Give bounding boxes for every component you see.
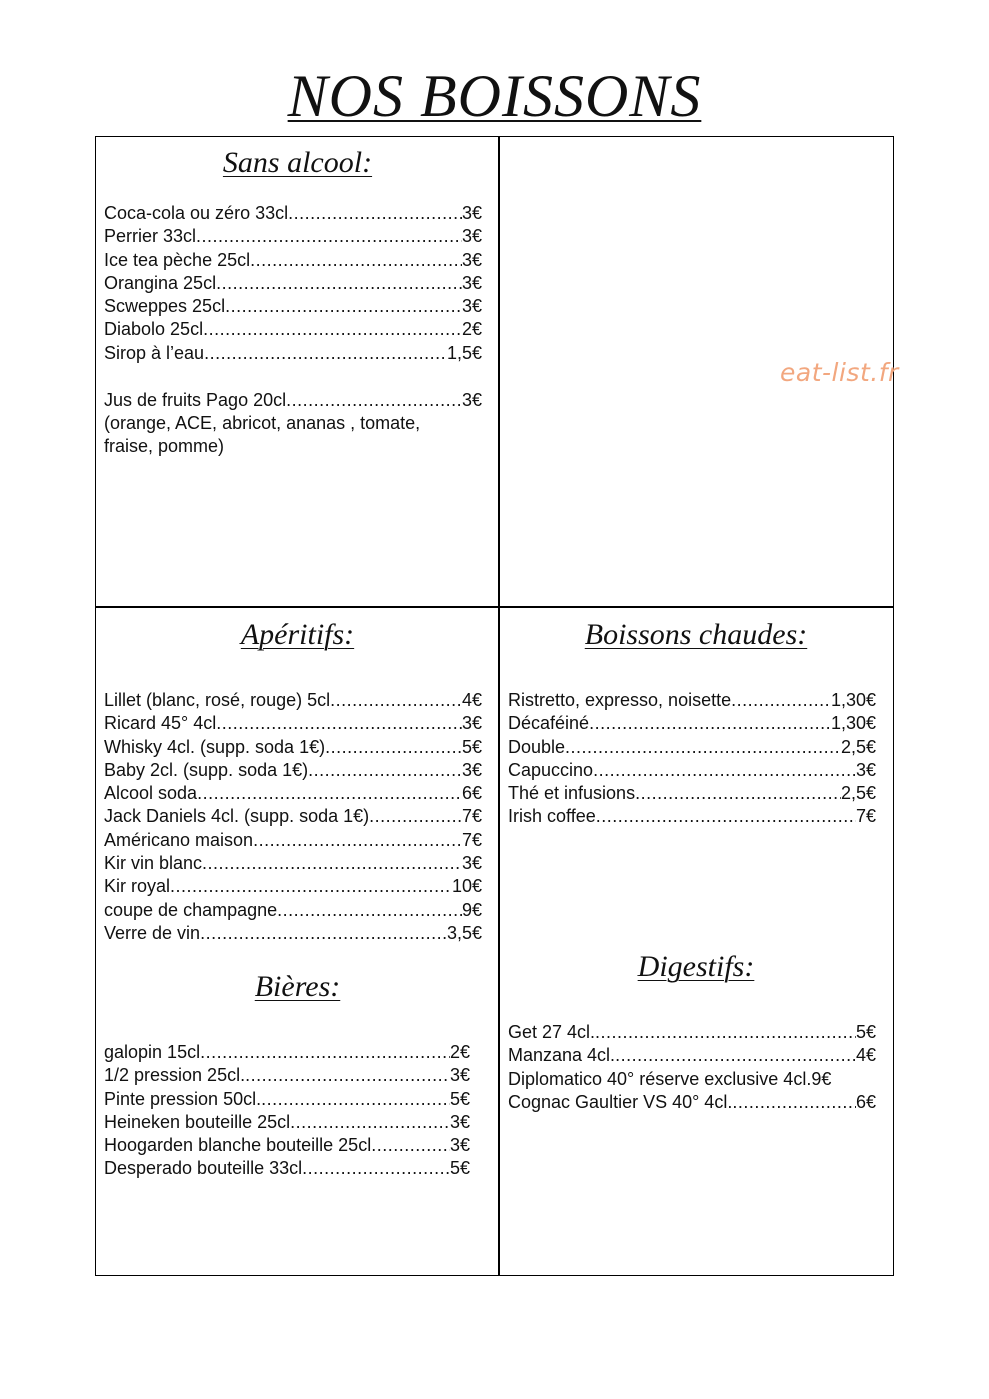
item-price: 5€ — [461, 736, 482, 757]
watermark-text: eat-list.fr — [780, 358, 899, 387]
list-sans-alcool-jus — [104, 389, 482, 412]
section-title-bieres: Bières: — [254, 970, 341, 1003]
list-item — [104, 318, 482, 341]
list-boissons-chaudes — [508, 689, 876, 829]
list-item — [104, 782, 482, 805]
leader-dots — [200, 1041, 450, 1064]
item-price: 4€ — [855, 1045, 876, 1066]
item-name: Double — [508, 736, 566, 757]
item-name: Heineken bouteille 25cl — [104, 1111, 291, 1132]
list-item — [508, 1068, 876, 1091]
list-item — [104, 736, 482, 759]
item-name: Verre de vin — [104, 922, 201, 943]
item-price: 9€ — [811, 1068, 832, 1089]
item-price: 9€ — [461, 899, 482, 920]
section-title-sans-alcool: Sans alcool: — [222, 146, 373, 179]
item-price: 10€ — [451, 876, 482, 897]
item-name: Alcool soda — [104, 783, 198, 804]
section-title-boissons-chaudes: Boissons chaudes: — [584, 618, 808, 651]
item-price: 2€ — [449, 1042, 470, 1062]
item-name: Ricard 45° 4cl — [104, 713, 217, 734]
leader-dots — [371, 1134, 450, 1157]
item-name: Ristretto, expresso, noisette — [508, 690, 732, 710]
leader-dots — [302, 1157, 450, 1180]
list-digestifs — [508, 1021, 876, 1114]
list-item — [104, 1134, 470, 1157]
item-name: Manzana 4cl. — [508, 1045, 616, 1066]
leader-dots — [216, 272, 462, 295]
item-name: Américano maison — [104, 829, 254, 850]
item-price: 5€ — [855, 1022, 876, 1042]
item-name: Irish coffee — [508, 806, 596, 827]
item-name: Décaféiné — [508, 713, 590, 734]
item-price: 5€ — [449, 1158, 470, 1179]
item-price: 2€ — [461, 319, 482, 340]
list-item — [104, 272, 482, 295]
list-sans-alcool — [104, 202, 482, 342]
item-price: 7€ — [461, 829, 482, 850]
item-name: coupe de champagne — [104, 899, 278, 920]
leader-dots — [615, 1044, 856, 1067]
item-price: 3€ — [449, 1135, 470, 1156]
item-name: Baby 2cl. (supp. soda 1€) — [104, 759, 309, 780]
item-name: Pinte pression 50cl. — [104, 1088, 262, 1109]
item-name: Whisky 4cl. (supp. soda 1€) — [104, 736, 326, 757]
list-item — [104, 1157, 470, 1180]
item-name: Scweppes 25cl — [104, 296, 226, 317]
item-price: 3€ — [449, 1065, 470, 1086]
item-price: 6€ — [461, 783, 482, 804]
jus-note-line-2: fraise, pomme) — [104, 436, 225, 456]
vertical-divider — [498, 136, 500, 1276]
item-price: 1,5€ — [446, 342, 482, 363]
list-item — [508, 1044, 876, 1067]
list-bieres — [104, 1041, 470, 1181]
leader-dots — [196, 225, 462, 248]
leader-dots — [596, 805, 856, 828]
leader-dots — [197, 782, 462, 805]
leader-dots — [369, 805, 462, 828]
list-item — [104, 225, 482, 248]
item-price: 3€ — [461, 713, 482, 734]
item-price: 4€ — [461, 690, 482, 710]
item-name: Sirop à l’eau — [104, 342, 205, 363]
leader-dots — [325, 736, 462, 759]
list-item — [104, 712, 482, 735]
item-name: Diplomatico 40° réserve exclusive 4cl. — [508, 1068, 812, 1089]
item-price: 3€ — [461, 390, 482, 410]
list-item — [508, 1091, 876, 1114]
leader-dots — [261, 1088, 450, 1111]
item-name: Cognac Gaultier VS 40° 4cl. — [508, 1091, 733, 1112]
list-item — [104, 1088, 470, 1111]
list-item — [104, 689, 482, 712]
leader-dots — [589, 712, 831, 735]
list-item — [104, 389, 482, 412]
leader-dots — [253, 829, 462, 852]
leader-dots — [595, 1021, 856, 1044]
item-price: 7€ — [461, 806, 482, 827]
item-price: 2,5€ — [840, 783, 876, 804]
item-name: Kir vin blanc — [104, 853, 203, 874]
item-price: 3€ — [855, 759, 876, 780]
item-name: Capuccino — [508, 759, 594, 780]
list-item — [104, 1064, 470, 1087]
item-name: galopin 15cl — [104, 1042, 201, 1062]
leader-dots — [225, 295, 462, 318]
page-title — [0, 62, 989, 130]
section-title-digestifs: Digestifs: — [637, 950, 755, 983]
list-item — [104, 342, 482, 365]
item-price: 3€ — [461, 249, 482, 270]
item-name: Lillet (blanc, rosé, rouge) 5cl — [104, 690, 331, 710]
leader-dots — [288, 202, 462, 225]
list-item — [508, 759, 876, 782]
leader-dots — [202, 852, 462, 875]
section-title-aperitifs: Apéritifs: — [240, 618, 355, 651]
page-title-text: NOS BOISSONS — [287, 63, 702, 129]
list-item — [104, 922, 482, 945]
leader-dots — [200, 922, 447, 945]
list-sans-alcool-sirop — [104, 342, 482, 365]
item-name: Jus de fruits Pago 20cl — [104, 390, 287, 410]
list-item — [104, 875, 482, 898]
item-price: 7€ — [855, 806, 876, 827]
item-price: 3,5€ — [446, 922, 482, 943]
item-name: 1/2 pression 25cl. — [104, 1065, 246, 1086]
item-price: 6€ — [855, 1091, 876, 1112]
list-item — [104, 829, 482, 852]
list-item — [508, 805, 876, 828]
leader-dots — [308, 759, 462, 782]
item-price: 3€ — [461, 203, 482, 223]
leader-dots — [250, 249, 462, 272]
item-price: 5€ — [449, 1088, 470, 1109]
leader-dots — [204, 342, 447, 365]
list-item — [104, 759, 482, 782]
item-name: Ice tea pèche 25cl — [104, 249, 251, 270]
item-price: 1,30€ — [830, 690, 876, 710]
horizontal-divider — [95, 606, 894, 608]
leader-dots — [216, 712, 462, 735]
item-name: Diabolo 25cl — [104, 319, 204, 340]
list-item — [508, 736, 876, 759]
item-name: Perrier 33cl — [104, 226, 197, 247]
item-price: 2,5€ — [840, 736, 876, 757]
item-price: 3€ — [461, 759, 482, 780]
item-price: 3€ — [461, 296, 482, 317]
list-item — [104, 1041, 470, 1064]
list-item — [104, 249, 482, 272]
list-item — [508, 689, 876, 712]
item-name: Thé et infusions — [508, 783, 636, 804]
leader-dots — [277, 899, 462, 922]
leader-dots — [203, 318, 462, 341]
leader-dots — [170, 875, 452, 898]
list-aperitifs — [104, 689, 482, 945]
item-name: Kir royal — [104, 876, 171, 897]
list-item — [508, 712, 876, 735]
item-name: Get 27 4cl. — [508, 1022, 596, 1042]
list-item — [104, 805, 482, 828]
item-price: 3€ — [461, 226, 482, 247]
leader-dots — [593, 759, 856, 782]
list-item — [508, 1021, 876, 1044]
item-name: Desperado bouteille 33cl — [104, 1158, 303, 1179]
item-price: 3€ — [461, 853, 482, 874]
list-item — [104, 899, 482, 922]
list-item — [104, 852, 482, 875]
leader-dots — [731, 689, 831, 712]
item-name: Coca-cola ou zéro 33cl — [104, 203, 289, 223]
jus-note-line-1: (orange, ACE, abricot, ananas , tomate, — [104, 413, 421, 433]
list-item — [104, 202, 482, 225]
item-name: Hoogarden blanche bouteille 25cl — [104, 1135, 372, 1156]
item-name: Jack Daniels 4cl. (supp. soda 1€) — [104, 806, 370, 827]
list-item — [104, 1111, 470, 1134]
leader-dots — [245, 1064, 450, 1087]
item-name: Orangina 25cl — [104, 272, 217, 293]
item-price: 1,30€ — [830, 713, 876, 734]
leader-dots — [565, 736, 841, 759]
leader-dots — [732, 1091, 856, 1114]
leader-dots — [330, 689, 462, 712]
leader-dots — [290, 1111, 450, 1134]
list-item — [104, 295, 482, 318]
list-item — [508, 782, 876, 805]
leader-dots — [286, 389, 462, 412]
item-price: 3€ — [461, 272, 482, 293]
leader-dots — [635, 782, 841, 805]
item-price: 3€ — [449, 1111, 470, 1132]
